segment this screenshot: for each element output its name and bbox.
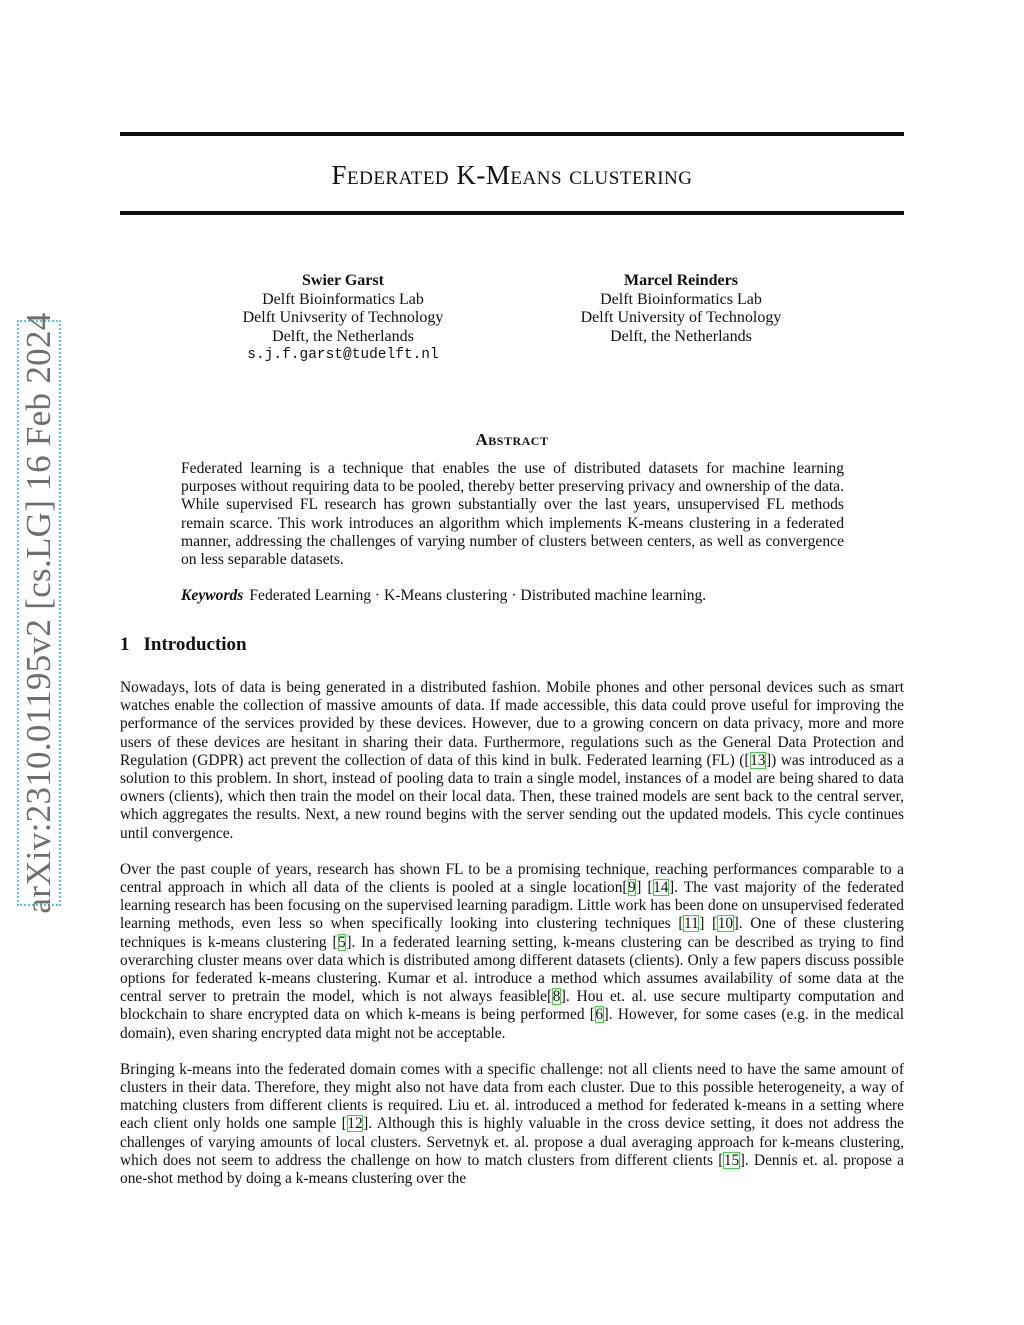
title-bottom-rule xyxy=(120,211,904,215)
paragraph-text: ]. However, for some cases (e.g. in the medical domain), even sharing encrypted data might not be acceptable. xyxy=(120,1006,904,1042)
citation-link[interactable]: 9 xyxy=(628,879,636,897)
paragraph-text: Bringing k-means into the federated domain comes with a specific challenge: not all clients need to have the same amount of clusters in their data. Therefore, they might also not have data from each cluster. Due to this possible heterogeneity, a way of matching clusters from different clients is required. Liu et. al. introduced a method for federated k-means in a setting where each client only holds one sample [ xyxy=(120,1060,904,1133)
abstract-heading: Abstract xyxy=(475,430,549,449)
paragraph-text: ]. The vast majority of the federated learning research has been focusing on the supervised learning paradigm. Little work has been done on unsupervised federated learning methods, even less so when specifically looking into clustering techniques [ xyxy=(120,879,904,933)
paper-title: Federated K-Means clustering xyxy=(331,160,693,190)
paragraph-text: ]. In a federated learning setting, k-means clustering can be described as trying to find overarching cluster means over data which is distributed among different datasets (clients). Only a few papers discuss possible options for federated k-means clustering. Kumar et al. introduce a method which assumes availability of some data at the central server to pretrain the model, which is not always feasible[ xyxy=(120,933,904,1006)
citation-link[interactable]: 12 xyxy=(347,1115,363,1133)
author-location: Delft, the Netherlands xyxy=(272,327,414,345)
paragraph-text: ]) was introduced as a solution to this problem. In short, instead of pooling data to train a single model, instances of a model are being shared to data owners (clients), which then train the model on their local data. Then, these trained models are sent back to the central server, which aggregates the results. Next, a new round begins with the server sending out the updated models. This cycle continues until convergence. xyxy=(120,751,904,842)
citation-link[interactable]: 6 xyxy=(595,1006,604,1024)
author-name: Swier Garst xyxy=(302,272,384,289)
author-affiliation: Delft Bioinformatics Lab xyxy=(262,290,424,308)
paragraph-text: ]. One of these clustering techniques is k-means clustering [ xyxy=(120,915,905,951)
paragraph-text: ]. Hou et. al. use secure multiparty computation and blockchain to share encrypted data on which k-means is being performed [ xyxy=(120,988,905,1024)
author-affiliation: Delft University of Technology xyxy=(580,309,782,326)
citation-link[interactable]: 5 xyxy=(338,933,346,951)
citation-link[interactable]: 14 xyxy=(653,879,669,897)
arxiv-identifier xyxy=(17,312,61,914)
author-block-2 xyxy=(541,272,821,346)
abstract-text: Federated learning is a technique that enables the use of distributed datasets for machine learning purposes without requiring data to be pooled, thereby better preserving privacy and ownership of the data. While supervised FL research has grown substantially over the last years, unsupervised FL methods remain scarce. This work introduces an algorithm which implements K-means clustering in a federated manner, addressing the challenges of varying number of clusters between centers, as well as convergence on less separable datasets. xyxy=(181,460,844,569)
keywords-line xyxy=(181,587,844,605)
section-number: 1 xyxy=(120,634,130,655)
section-title: Introduction xyxy=(143,634,247,655)
section-heading xyxy=(120,634,247,656)
author-block-1 xyxy=(203,272,483,365)
paragraph-text: ] [ xyxy=(699,915,718,933)
author-affiliation: Delft Bioinformatics Lab xyxy=(600,290,762,308)
paragraph xyxy=(120,679,904,843)
author-email: s.j.f.garst@tudelft.nl xyxy=(247,347,439,363)
author-location: Delft, the Netherlands xyxy=(610,327,752,345)
citation-link[interactable]: 10 xyxy=(717,915,734,933)
citation-link[interactable]: 13 xyxy=(750,751,766,769)
author-affiliation: Delft Univserity of Technology xyxy=(242,309,444,326)
citation-link[interactable]: 8 xyxy=(552,988,561,1006)
citation-link[interactable]: 15 xyxy=(723,1151,740,1169)
keywords-label: Keywords xyxy=(181,587,244,604)
paragraph-text: ] [ xyxy=(636,879,653,897)
paragraph xyxy=(120,861,904,1043)
paragraph-text: ]. Although this is highly valuable in the cross device setting, it does not address the challenges of varying amounts of local clusters. Servetnyk et. al. propose a dual averaging approach for k-means clustering, which does not seem to address the challenge on how to match clusters from different clients [ xyxy=(120,1115,904,1169)
paragraph-text: ]. Dennis et. al. propose a one-shot method by doing a k-means clustering over the xyxy=(120,1151,905,1188)
paragraph xyxy=(120,1061,904,1188)
paragraph-text: Nowadays, lots of data is being generated in a distributed fashion. Mobile phones and other personal devices such as smart watches enable the collection of massive amounts of data. If made accessible, this data could prove useful for improving the performance of the services provided by these devices. However, due to a growing concern on data privacy, more and more users of these devices are hesitant in sharing their data. Furthermore, regulations such as the General Data Protection and Regulation (GDPR) act prevent the collection of data of this kind in bulk. Federated learning (FL) ([ xyxy=(120,679,904,769)
arxiv-identifier-text: arXiv:2310.01195v2 [cs.LG] 16 Feb 2024 xyxy=(19,312,58,914)
author-name: Marcel Reinders xyxy=(624,272,738,289)
keywords-text: Federated Learning · K-Means clustering · Distributed machine learning. xyxy=(249,587,707,604)
section-body xyxy=(120,679,904,1206)
citation-link[interactable]: 11 xyxy=(683,915,699,933)
title-top-rule xyxy=(120,132,904,136)
paragraph-text: Over the past couple of years, research has shown FL to be a promising technique, reaching performances comparable to a central approach in which all data of the clients is pooled at a single location[ xyxy=(120,860,904,897)
